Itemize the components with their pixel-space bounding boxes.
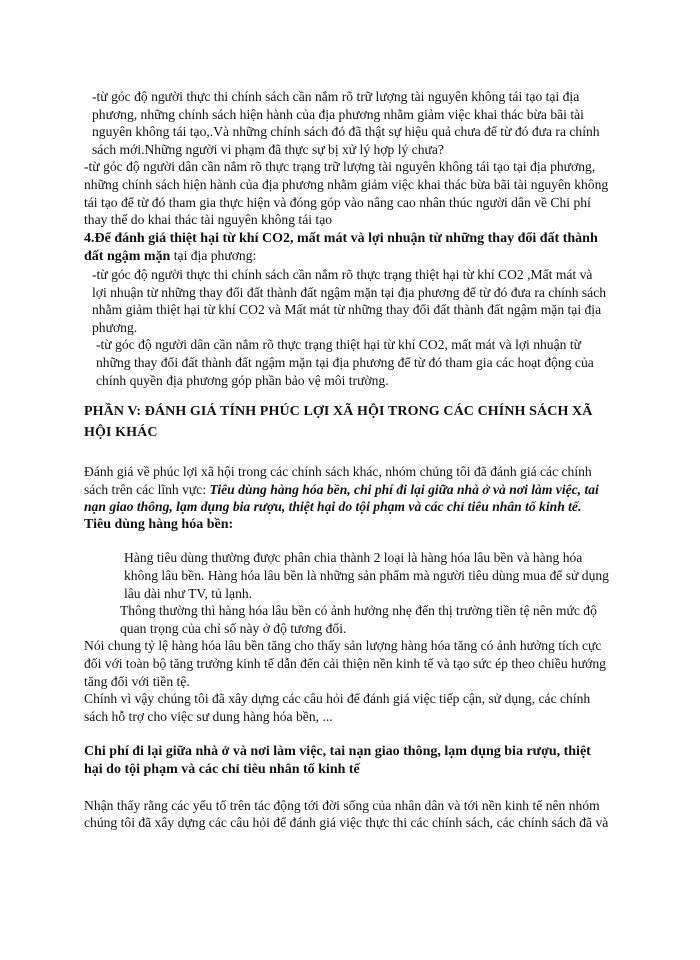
- heading-co2-damage-rest: tại địa phương:: [170, 248, 257, 264]
- part-v-intro-plain: Đánh giá về phúc lợi xã hội trong các chính sách khác, nhóm chúng tôi đã đánh giá các chính sách trên các lĩnh vực:: [84, 464, 592, 497]
- part-v-intro-fields: Tiêu dùng hàng hóa bền, chi phí đi lại giữa nhà ở và nơi làm việc, tai nạn giao thông, lạm dụng bia rượu, thiệt hại do tội phạm và các chỉ tiêu nhân tố kinh tế.: [84, 481, 599, 515]
- heading-co2-damage-bold: 4.Để đánh giá thiệt hại từ khí CO2, mất mát và lợi nhuận từ những thay đổi đất thành đất ngậm mặn: [84, 230, 598, 265]
- part-v-title: PHẦN V: ĐÁNH GIÁ TÍNH PHÚC LỢI XÃ HỘI TRONG CÁC CHÍNH SÁCH XÃ HỘI KHÁC: [84, 404, 593, 441]
- subheading-commute-costs: Chi phí đi lại giữa nhà ở và nơi làm việc, tai nạn giao thông, lạm dụng bia rượu, thiệt hại do tội phạm và các chỉ tiêu nhân tố kinh tế: [84, 744, 591, 777]
- paragraph-durable-goods-growth: Nói chung tỷ lệ hàng hóa lâu bền tăng cho thấy sản lượng hàng hóa tăng có ảnh hưởng tích cực đối với toàn bộ tăng trưởng kinh tế dẫn đến cải thiện nền kinh tế và tạo sức ép theo chiều hướng tăng đối với tiền tệ.: [84, 638, 606, 689]
- paragraph-policy-maker-resources: -từ góc độ người thực thi chính sách cần nắm rõ trữ lượng tài nguyên không tái tạo tại địa phương, những chính sách hiện hành của địa phương nhằm giảm việc khai thác bừa bãi tài nguyên không tái tạo,.Và những chính sách đó đã thật sự hiệu quả chưa để từ đó đưa ra chính sách mới.Những người vi phạm đã thực sự bị xử lý hợp lý chưa?: [92, 89, 600, 157]
- paragraph-citizen-resources: -từ góc độ người dân cần nắm rõ thực trạng trữ lượng tài nguyên không tái tạo tại địa phương, những chính sách hiện hành của địa phương nhằm giảm việc khai thác bừa bãi tài nguyên không tái tạo để từ đó tham gia thực hiện và đóng góp vào nâng cao nhân thúc người dân về Chi phí thay thế do khai thác tài nguyên không tái tạo: [84, 159, 609, 228]
- subheading-durable-goods: Tiêu dùng hàng hóa bền:: [84, 516, 234, 532]
- paragraph-durable-goods-questions: Chính vì vậy chúng tôi đã xây dựng các câu hỏi để đánh giá việc tiếp cận, sử dụng, các chính sách hỗ trợ cho việc sư dung hàng hóa bền, ...: [84, 691, 591, 724]
- paragraph-durable-goods-definition: Hàng tiêu dùng thường được phân chia thành 2 loại là hàng hóa lâu bền và hàng hóa không lâu bền. Hàng hóa lâu bền là những sản phẩm mà người tiêu dùng mua để sử dụng lâu dài như TV, tủ lạnh.: [124, 550, 609, 601]
- paragraph-durable-goods-impact: Thông thường thì hàng hóa lâu bền có ảnh hưởng nhẹ đến thị trường tiền tệ nên mức độ quan trọng của chỉ số này ở độ tương đối.: [120, 603, 597, 636]
- paragraph-citizen-co2: -từ góc độ người dân cần nắm rõ thực trạng thiệt hại từ khí CO2, mất mát và lợi nhuận từ những thay đổi đất thành đất ngậm mặn tại địa phương để từ đó tham gia các hoạt động của chính quyền địa phương góp phần bảo vệ môi trường.: [96, 337, 594, 388]
- paragraph-commute-costs: Nhận thấy rằng các yếu tố trên tác động tới đời sống của nhân dân và tới nền kinh tế nên nhóm chúng tôi đã xây dựng các câu hỏi để đánh giá việc thực thi các chính sách, các chính sách đã và: [84, 797, 609, 831]
- paragraph-policy-maker-co2: -từ góc độ người thực thi chính sách cần nắm rõ thực trạng thiệt hại từ khí CO2 ,Mất mát và lợi nhuận từ những thay đổi đất thành đất ngậm mặn tại địa phương để từ đó đưa ra chính sách nhằm giảm thiệt hại từ khí CO2 và Mất mát từ những thay đổi đất thành đất ngậm mặn tại địa phương.: [92, 266, 607, 335]
- part-v-intro: [84, 463, 610, 516]
- heading-co2-damage: [84, 229, 610, 266]
